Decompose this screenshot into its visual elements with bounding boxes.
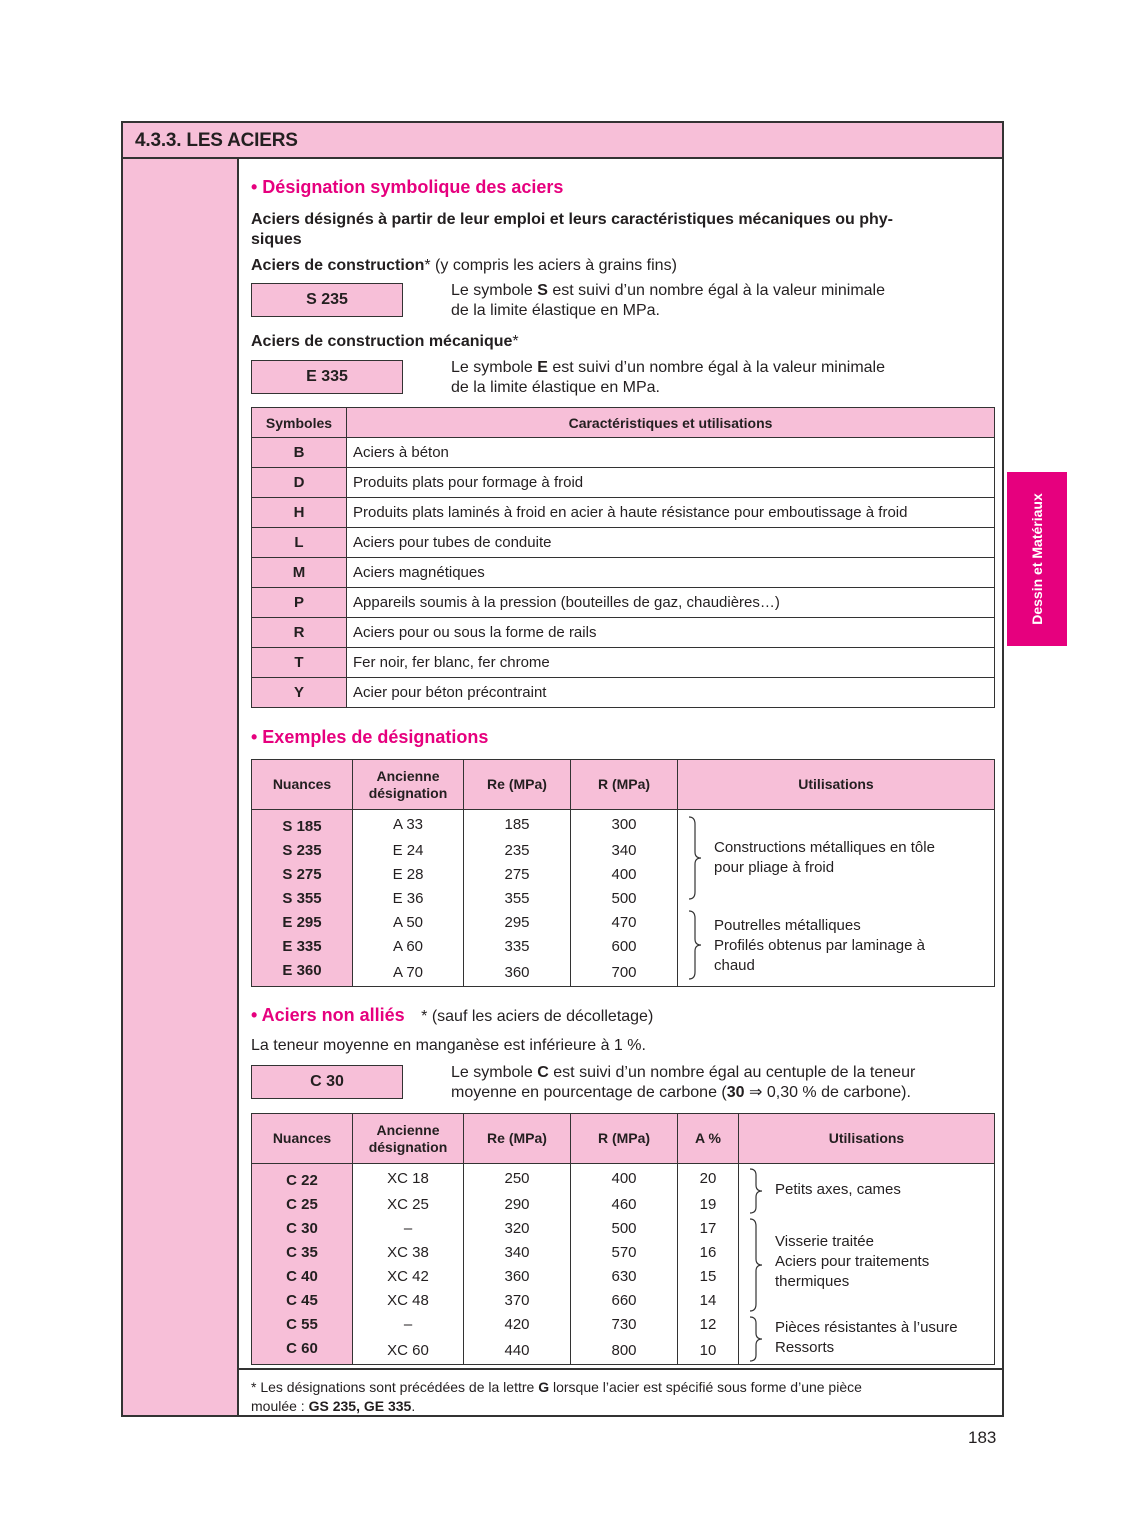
r-cell: 630 bbox=[571, 1264, 678, 1288]
nuance-cell: C 25 bbox=[252, 1192, 353, 1216]
utilisation-group-2 bbox=[775, 1232, 984, 1292]
construction-label-line bbox=[251, 257, 677, 275]
a-cell: 12 bbox=[678, 1312, 739, 1336]
nuance-cell: S 355 bbox=[252, 886, 353, 910]
ancienne-cell: E 28 bbox=[353, 862, 464, 886]
mecanique-note: * bbox=[512, 333, 519, 350]
nuance-cell: S 185 bbox=[252, 810, 353, 839]
column-header bbox=[353, 1114, 464, 1164]
r-cell: 570 bbox=[571, 1240, 678, 1264]
examples-table bbox=[251, 759, 995, 987]
desc-cell: Appareils soumis à la pression (bouteilles de gaz, chaudières…) bbox=[347, 588, 995, 618]
desc-letter: S bbox=[537, 282, 548, 299]
re-cell: 295 bbox=[464, 910, 571, 934]
side-tab bbox=[1007, 472, 1067, 646]
ancienne-cell: XC 25 bbox=[353, 1192, 464, 1216]
desc-text: Le symbole bbox=[451, 1064, 538, 1081]
r-cell: 730 bbox=[571, 1312, 678, 1336]
manganese-text: La teneur moyenne en manganèse est inférieure à 1 %. bbox=[251, 1037, 646, 1054]
header-line: désignation bbox=[368, 784, 448, 801]
footnote-text: moulée : bbox=[251, 1398, 309, 1414]
desc-letter: E bbox=[537, 359, 548, 376]
desc-cell: Aciers pour tubes de conduite bbox=[347, 528, 995, 558]
footnote bbox=[239, 1368, 1002, 1416]
column-header: A % bbox=[678, 1114, 739, 1164]
column-header: Nuances bbox=[252, 1114, 353, 1164]
table-row bbox=[252, 558, 995, 588]
a-cell: 15 bbox=[678, 1264, 739, 1288]
symbol-box-s235: S 235 bbox=[251, 283, 403, 317]
symbol-cell: H bbox=[252, 498, 347, 528]
desc-text: Le symbole bbox=[451, 282, 538, 299]
desc-bold: 30 bbox=[726, 1084, 745, 1101]
footnote-bold: GS 235, GE 335 bbox=[308, 1398, 412, 1414]
ancienne-cell: XC 48 bbox=[353, 1288, 464, 1312]
column-header: Caractéristiques et utilisations bbox=[347, 408, 995, 438]
utilisations-cell bbox=[739, 1164, 995, 1365]
table-row bbox=[252, 588, 995, 618]
table-row bbox=[252, 498, 995, 528]
util-line: Profilés obtenus par laminage à bbox=[714, 937, 925, 954]
desc-letter: C bbox=[537, 1064, 549, 1081]
utilisation-group-2 bbox=[714, 916, 984, 976]
util-line: Ressorts bbox=[775, 1339, 835, 1356]
re-cell: 335 bbox=[464, 934, 571, 958]
ancienne-cell: XC 42 bbox=[353, 1264, 464, 1288]
r-cell: 660 bbox=[571, 1288, 678, 1312]
table-row bbox=[252, 648, 995, 678]
re-cell: 360 bbox=[464, 1264, 571, 1288]
nuance-cell: E 360 bbox=[252, 958, 353, 987]
re-cell: 250 bbox=[464, 1164, 571, 1193]
construction-desc bbox=[451, 281, 1011, 321]
desc-cell: Aciers pour ou sous la forme de rails bbox=[347, 618, 995, 648]
r-cell: 600 bbox=[571, 934, 678, 958]
brace-icon bbox=[688, 816, 702, 900]
a-cell: 10 bbox=[678, 1336, 739, 1365]
util-line: Poutrelles métalliques bbox=[714, 917, 861, 934]
r-cell: 400 bbox=[571, 1164, 678, 1193]
re-cell: 290 bbox=[464, 1192, 571, 1216]
column-header: Utilisations bbox=[678, 760, 995, 810]
column-header: R (MPa) bbox=[571, 760, 678, 810]
re-cell: 440 bbox=[464, 1336, 571, 1365]
nuance-cell: C 30 bbox=[252, 1216, 353, 1240]
table-row bbox=[252, 528, 995, 558]
desc-cell: Acier pour béton précontraint bbox=[347, 678, 995, 708]
re-cell: 370 bbox=[464, 1288, 571, 1312]
nuance-cell: C 60 bbox=[252, 1336, 353, 1365]
table-row bbox=[252, 678, 995, 708]
column-header: Nuances bbox=[252, 760, 353, 810]
nuance-cell: C 40 bbox=[252, 1264, 353, 1288]
r-cell: 800 bbox=[571, 1336, 678, 1365]
table-header-row bbox=[252, 408, 995, 438]
a-cell: 14 bbox=[678, 1288, 739, 1312]
utilisation-group-1 bbox=[714, 838, 984, 878]
table-header-row bbox=[252, 760, 995, 810]
mecanique-desc bbox=[451, 358, 1011, 398]
symbol-box-e335: E 335 bbox=[251, 360, 403, 394]
examples-heading: • Exemples de désignations bbox=[251, 727, 489, 747]
footnote-text: * Les désignations sont précédées de la lettre bbox=[251, 1379, 539, 1395]
desc-text: est suivi d’un nombre égal à la valeur minimale bbox=[547, 359, 885, 376]
column-header: R (MPa) bbox=[571, 1114, 678, 1164]
non-allies-table bbox=[251, 1113, 995, 1365]
ancienne-cell: A 70 bbox=[353, 958, 464, 987]
re-cell: 360 bbox=[464, 958, 571, 987]
left-margin-column bbox=[123, 159, 239, 1415]
ancienne-cell: XC 60 bbox=[353, 1336, 464, 1365]
symbol-cell: R bbox=[252, 618, 347, 648]
desc-text: Le symbole bbox=[451, 359, 538, 376]
utilisation-group-3 bbox=[775, 1318, 984, 1358]
header-line: désignation bbox=[368, 1138, 448, 1155]
symbols-table bbox=[251, 407, 995, 708]
designation-heading: • Désignation symbolique des aciers bbox=[251, 177, 564, 197]
column-header: Re (MPa) bbox=[464, 1114, 571, 1164]
r-cell: 470 bbox=[571, 910, 678, 934]
a-cell: 20 bbox=[678, 1164, 739, 1193]
desc-text: de la limite élastique en MPa. bbox=[451, 379, 660, 396]
column-header: Re (MPa) bbox=[464, 760, 571, 810]
page-number: 183 bbox=[968, 1428, 997, 1447]
ancienne-cell: A 33 bbox=[353, 810, 464, 839]
symbol-cell: L bbox=[252, 528, 347, 558]
desc-text: de la limite élastique en MPa. bbox=[451, 302, 660, 319]
symbol-box-c30: C 30 bbox=[251, 1065, 403, 1099]
ancienne-cell: E 36 bbox=[353, 886, 464, 910]
desc-text: moyenne en pourcentage de carbone ( bbox=[451, 1084, 727, 1101]
table-row bbox=[252, 810, 995, 839]
brace-icon bbox=[749, 1218, 763, 1312]
header-line: Ancienne bbox=[376, 767, 440, 784]
desc-cell: Fer noir, fer blanc, fer chrome bbox=[347, 648, 995, 678]
re-cell: 340 bbox=[464, 1240, 571, 1264]
designation-intro: Aciers désignés à partir de leur emploi et leurs caractéristiques mécaniques ou phy- bbox=[251, 211, 894, 228]
symbol-cell: T bbox=[252, 648, 347, 678]
side-tab-label: Dessin et Matériaux bbox=[1029, 493, 1045, 625]
construction-label: Aciers de construction bbox=[251, 257, 425, 274]
table-header-row bbox=[252, 1114, 995, 1164]
header-line: Ancienne bbox=[376, 1121, 440, 1138]
footnote-text: lorsque l’acier est spécifié sous forme d’une pièce bbox=[549, 1379, 862, 1395]
mecanique-label-line bbox=[251, 333, 519, 351]
nuance-cell: C 35 bbox=[252, 1240, 353, 1264]
brace-icon bbox=[688, 910, 702, 980]
r-cell: 500 bbox=[571, 1216, 678, 1240]
nuance-cell: C 22 bbox=[252, 1164, 353, 1193]
desc-cell: Produits plats laminés à froid en acier à haute résistance pour emboutissage à froid bbox=[347, 498, 995, 528]
re-cell: 420 bbox=[464, 1312, 571, 1336]
footnote-text: . bbox=[411, 1398, 416, 1414]
construction-note: * (y compris les aciers à grains fins) bbox=[424, 257, 677, 274]
symbol-cell: D bbox=[252, 468, 347, 498]
ancienne-cell: – bbox=[353, 1312, 464, 1336]
utilisations-cell bbox=[678, 810, 995, 987]
section-frame bbox=[121, 121, 1004, 1417]
table-row bbox=[252, 438, 995, 468]
symbol-cell: P bbox=[252, 588, 347, 618]
column-header: Utilisations bbox=[739, 1114, 995, 1164]
symbol-cell: Y bbox=[252, 678, 347, 708]
designation-intro-cont: siques bbox=[251, 231, 302, 248]
brace-icon bbox=[749, 1168, 763, 1214]
ancienne-cell: E 24 bbox=[353, 838, 464, 862]
section-title: 4.3.3. LES ACIERS bbox=[135, 130, 298, 151]
ancienne-cell: XC 18 bbox=[353, 1164, 464, 1193]
utilisation-group-1 bbox=[775, 1180, 984, 1200]
util-line: chaud bbox=[714, 957, 755, 974]
table-row bbox=[252, 1164, 995, 1193]
nuance-cell: E 295 bbox=[252, 910, 353, 934]
symbol-cell: M bbox=[252, 558, 347, 588]
a-cell: 19 bbox=[678, 1192, 739, 1216]
ancienne-cell: A 60 bbox=[353, 934, 464, 958]
ancienne-cell: A 50 bbox=[353, 910, 464, 934]
nuance-cell: S 275 bbox=[252, 862, 353, 886]
r-cell: 340 bbox=[571, 838, 678, 862]
footnote-bold: G bbox=[538, 1379, 550, 1395]
r-cell: 460 bbox=[571, 1192, 678, 1216]
mecanique-label: Aciers de construction mécanique bbox=[251, 333, 513, 350]
table-row bbox=[252, 468, 995, 498]
util-line: Aciers pour traitements bbox=[775, 1253, 930, 1270]
non-allies-desc bbox=[451, 1063, 1011, 1103]
util-line: Pièces résistantes à l’usure bbox=[775, 1319, 958, 1336]
re-cell: 275 bbox=[464, 862, 571, 886]
nuance-cell: S 235 bbox=[252, 838, 353, 862]
ancienne-cell: XC 38 bbox=[353, 1240, 464, 1264]
util-line: Visserie traitée bbox=[775, 1233, 874, 1250]
util-line: Constructions métalliques en tôle bbox=[714, 839, 935, 856]
desc-cell: Aciers magnétiques bbox=[347, 558, 995, 588]
util-line: thermiques bbox=[775, 1273, 850, 1290]
ancienne-cell: – bbox=[353, 1216, 464, 1240]
column-header: Symboles bbox=[252, 408, 347, 438]
section-title-bar bbox=[123, 123, 1002, 159]
re-cell: 320 bbox=[464, 1216, 571, 1240]
re-cell: 235 bbox=[464, 838, 571, 862]
re-cell: 355 bbox=[464, 886, 571, 910]
r-cell: 500 bbox=[571, 886, 678, 910]
column-header bbox=[353, 760, 464, 810]
desc-text: est suivi d’un nombre égal à la valeur minimale bbox=[547, 282, 885, 299]
desc-text: ⇒ 0,30 % de carbone). bbox=[744, 1084, 911, 1101]
non-allies-heading: • Aciers non alliés bbox=[251, 1005, 405, 1025]
re-cell: 185 bbox=[464, 810, 571, 839]
desc-cell: Aciers à béton bbox=[347, 438, 995, 468]
symbol-cell: B bbox=[252, 438, 347, 468]
nuance-cell: C 45 bbox=[252, 1288, 353, 1312]
r-cell: 300 bbox=[571, 810, 678, 839]
non-allies-heading-line bbox=[251, 1005, 653, 1026]
table-row bbox=[252, 618, 995, 648]
nuance-cell: C 55 bbox=[252, 1312, 353, 1336]
util-line: Petits axes, cames bbox=[775, 1181, 901, 1198]
nuance-cell: E 335 bbox=[252, 934, 353, 958]
desc-text: est suivi d’un nombre égal au centuple de la teneur bbox=[548, 1064, 916, 1081]
r-cell: 400 bbox=[571, 862, 678, 886]
r-cell: 700 bbox=[571, 958, 678, 987]
brace-icon bbox=[749, 1316, 763, 1362]
non-allies-note: * (sauf les aciers de décolletage) bbox=[421, 1008, 654, 1025]
a-cell: 17 bbox=[678, 1216, 739, 1240]
util-line: pour pliage à froid bbox=[714, 859, 835, 876]
desc-cell: Produits plats pour formage à froid bbox=[347, 468, 995, 498]
a-cell: 16 bbox=[678, 1240, 739, 1264]
